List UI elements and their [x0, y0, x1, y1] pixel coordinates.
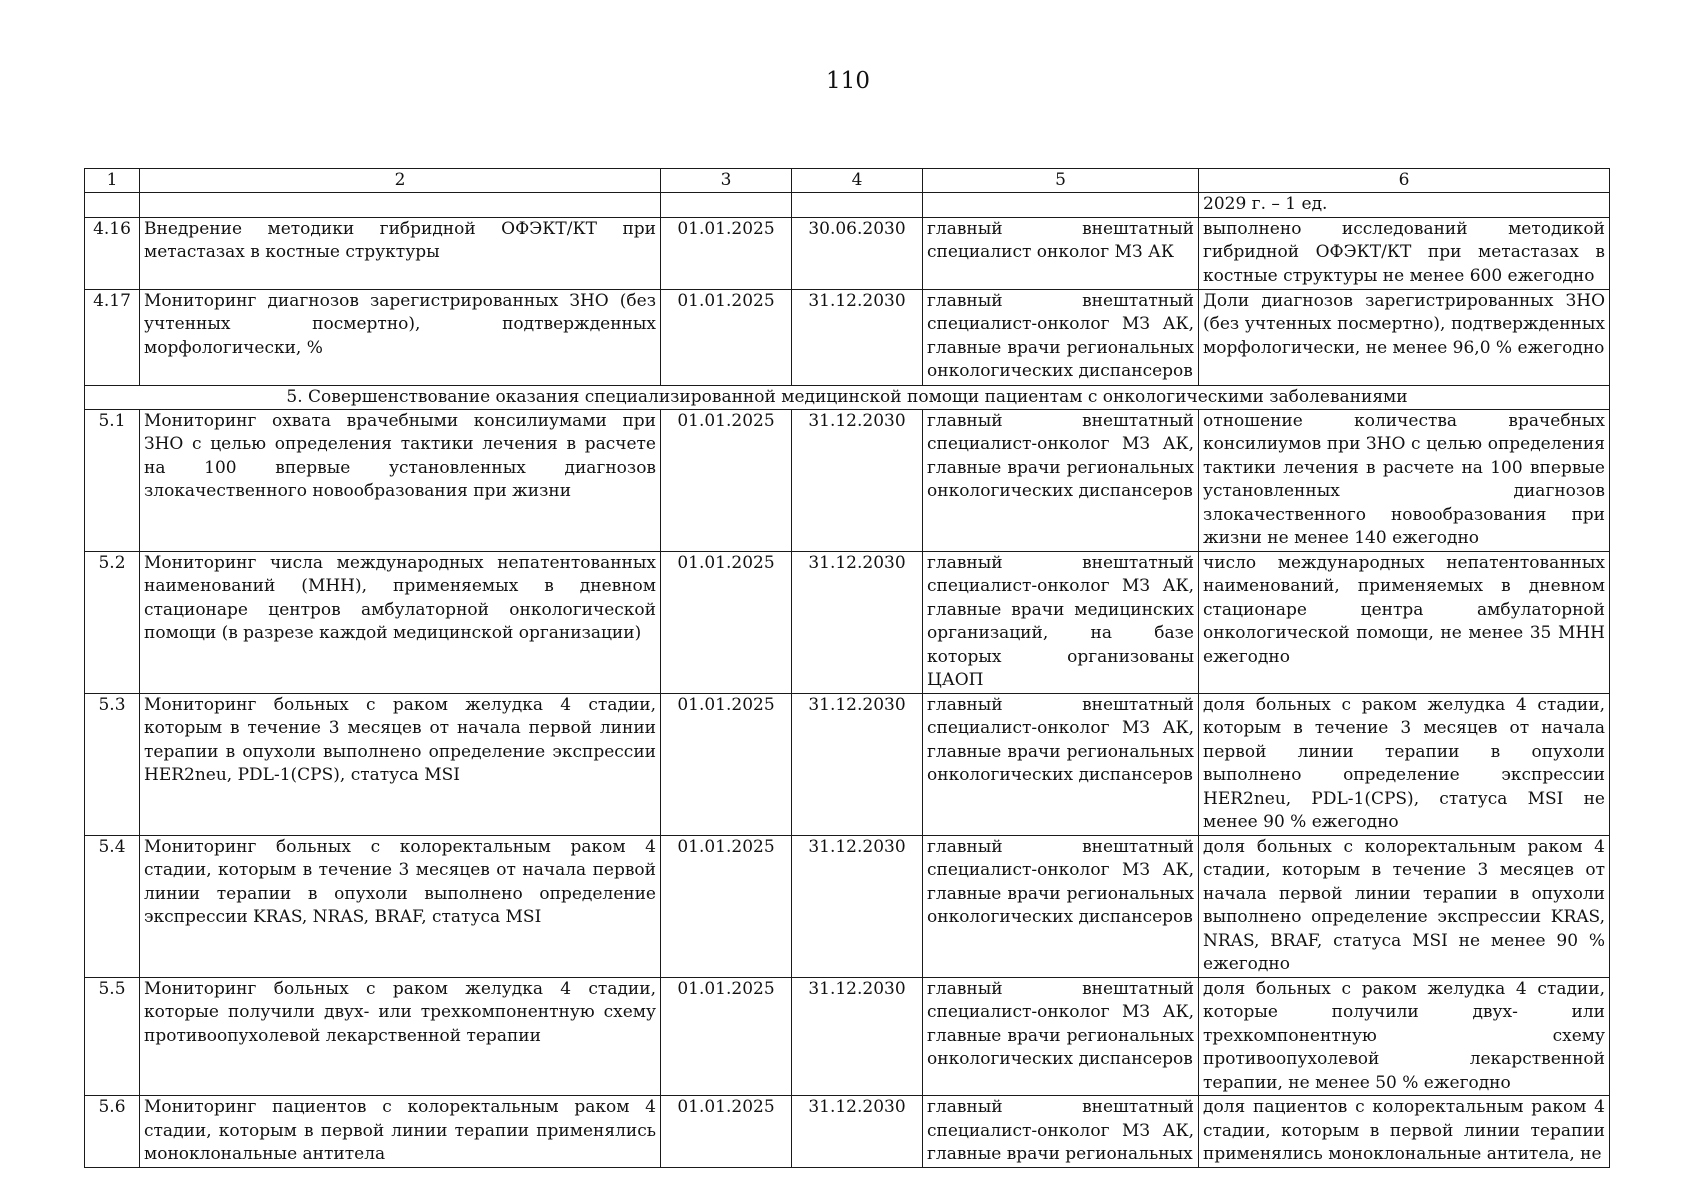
continuation-indicator: 2029 г. – 1 ед. [1199, 193, 1610, 218]
column-header: 6 [1199, 169, 1610, 193]
row-indicator: Доли диагнозов зарегистрированных ЗНО (без учтенных посмертно), подтвержденных морфологически, не менее 96,0 % ежегодно [1199, 289, 1610, 385]
row-id: 5.6 [85, 1096, 140, 1168]
row-id: 4.17 [85, 289, 140, 385]
column-header: 3 [661, 169, 792, 193]
section-title: 5. Совершенствование оказания специализированной медицинской помощи пациентам с онкологическими заболеваниями [85, 385, 1610, 409]
table-row [85, 977, 1610, 1096]
row-end-date: 31.12.2030 [792, 835, 923, 977]
row-activity: Мониторинг больных с колоректальным раком 4 стадии, которым в течение 3 месяцев от начала первой линии терапии в опухоли выполнено определение экспрессии KRAS, NRAS, BRAF, статуса MSI [140, 835, 661, 977]
row-responsible: главный внештатный специалист-онколог МЗ АК, главные врачи региональных онкологических диспансеров [923, 409, 1199, 551]
row-indicator: доля пациентов с колоректальным раком 4 стадии, которым в первой линии терапии применялись моноклональные антитела, не [1199, 1096, 1610, 1168]
row-activity: Мониторинг числа международных непатентованных наименований (МНН), применяемых в дневном стационаре центров амбулаторной онкологической помощи (в разрезе каждой медицинской организации) [140, 551, 661, 693]
row-end-date: 31.12.2030 [792, 289, 923, 385]
table-row [85, 693, 1610, 835]
row-responsible: главный внештатный специалист-онколог МЗ АК, главные врачи региональных онкологических диспансеров [923, 977, 1199, 1096]
row-start-date: 01.01.2025 [661, 693, 792, 835]
row-activity: Мониторинг больных с раком желудка 4 стадии, которым в течение 3 месяцев от начала первой линии терапии в опухоли выполнено определение экспрессии HER2neu, PDL-1(CPS), статуса MSI [140, 693, 661, 835]
row-responsible: главный внештатный специалист-онколог МЗ АК, главные врачи региональных онкологических диспансеров [923, 693, 1199, 835]
column-header: 2 [140, 169, 661, 193]
row-indicator: число международных непатентованных наименований, применяемых в дневном стационаре центра амбулаторной онкологической помощи, не менее 35 МНН ежегодно [1199, 551, 1610, 693]
program-table [84, 168, 1610, 1168]
row-end-date: 31.12.2030 [792, 551, 923, 693]
column-header: 5 [923, 169, 1199, 193]
row-end-date: 31.12.2030 [792, 693, 923, 835]
row-indicator: доля больных с раком желудка 4 стадии, которые получили двух- или трехкомпонентную схему противоопухолевой лекарственной терапии, не менее 50 % ежегодно [1199, 977, 1610, 1096]
column-header: 1 [85, 169, 140, 193]
row-responsible: главный внештатный специалист-онколог МЗ АК, главные врачи региональных онкологических диспансеров [923, 289, 1199, 385]
column-header: 4 [792, 169, 923, 193]
row-start-date: 01.01.2025 [661, 551, 792, 693]
table-row [85, 409, 1610, 551]
continuation-row [85, 193, 1610, 218]
row-activity: Мониторинг пациентов с колоректальным раком 4 стадии, которым в первой линии терапии применялись моноклональные антитела [140, 1096, 661, 1168]
row-activity: Мониторинг больных с раком желудка 4 стадии, которые получили двух- или трехкомпонентную схему противоопухолевой лекарственной терапии [140, 977, 661, 1096]
row-activity: Внедрение методики гибридной ОФЭКТ/КТ при метастазах в костные структуры [140, 217, 661, 289]
row-start-date: 01.01.2025 [661, 835, 792, 977]
row-end-date: 31.12.2030 [792, 409, 923, 551]
row-start-date: 01.01.2025 [661, 409, 792, 551]
row-indicator: доля больных с раком желудка 4 стадии, которым в течение 3 месяцев от начала первой линии терапии в опухоли выполнено определение экспрессии HER2neu, PDL-1(CPS), статуса MSI не менее 90 % ежегодно [1199, 693, 1610, 835]
row-id: 5.3 [85, 693, 140, 835]
table-row [85, 289, 1610, 385]
row-id: 5.1 [85, 409, 140, 551]
row-end-date: 31.12.2030 [792, 977, 923, 1096]
row-start-date: 01.01.2025 [661, 977, 792, 1096]
row-start-date: 01.01.2025 [661, 1096, 792, 1168]
row-responsible: главный внештатный специалист онколог МЗ АК [923, 217, 1199, 289]
row-id: 5.4 [85, 835, 140, 977]
table-row [85, 1096, 1610, 1168]
row-id: 5.2 [85, 551, 140, 693]
row-start-date: 01.01.2025 [661, 289, 792, 385]
row-end-date: 30.06.2030 [792, 217, 923, 289]
table-row [85, 835, 1610, 977]
row-id: 5.5 [85, 977, 140, 1096]
row-indicator: выполнено исследований методикой гибридной ОФЭКТ/КТ при метастазах в костные структуры не менее 600 ежегодно [1199, 217, 1610, 289]
table-row [85, 551, 1610, 693]
row-start-date: 01.01.2025 [661, 217, 792, 289]
row-responsible: главный внештатный специалист-онколог МЗ АК, главные врачи региональных [923, 1096, 1199, 1168]
row-id: 4.16 [85, 217, 140, 289]
row-activity: Мониторинг диагнозов зарегистрированных ЗНО (без учтенных посмертно), подтвержденных морфологически, % [140, 289, 661, 385]
page-number: 110 [826, 68, 870, 94]
section-row [85, 385, 1610, 409]
row-end-date: 31.12.2030 [792, 1096, 923, 1168]
column-number-row [85, 169, 1610, 193]
row-indicator: доля больных с колоректальным раком 4 стадии, которым в течение 3 месяцев от начала первой линии терапии в опухоли выполнено определение экспрессии KRAS, NRAS, BRAF, статуса MSI не менее 90 % ежегодно [1199, 835, 1610, 977]
row-responsible: главный внештатный специалист-онколог МЗ АК, главные врачи медицинских организаций, на базе которых организованы ЦАОП [923, 551, 1199, 693]
row-responsible: главный внештатный специалист-онколог МЗ АК, главные врачи региональных онкологических диспансеров [923, 835, 1199, 977]
table-row [85, 217, 1610, 289]
row-indicator: отношение количества врачебных консилиумов при ЗНО с целью определения тактики лечения в расчете на 100 впервые установленных диагнозов злокачественного новообразования при жизни не менее 140 ежегодно [1199, 409, 1610, 551]
row-activity: Мониторинг охвата врачебными консилиумами при ЗНО с целью определения тактики лечения в расчете на 100 впервые установленных диагнозов злокачественного новообразования при жизни [140, 409, 661, 551]
